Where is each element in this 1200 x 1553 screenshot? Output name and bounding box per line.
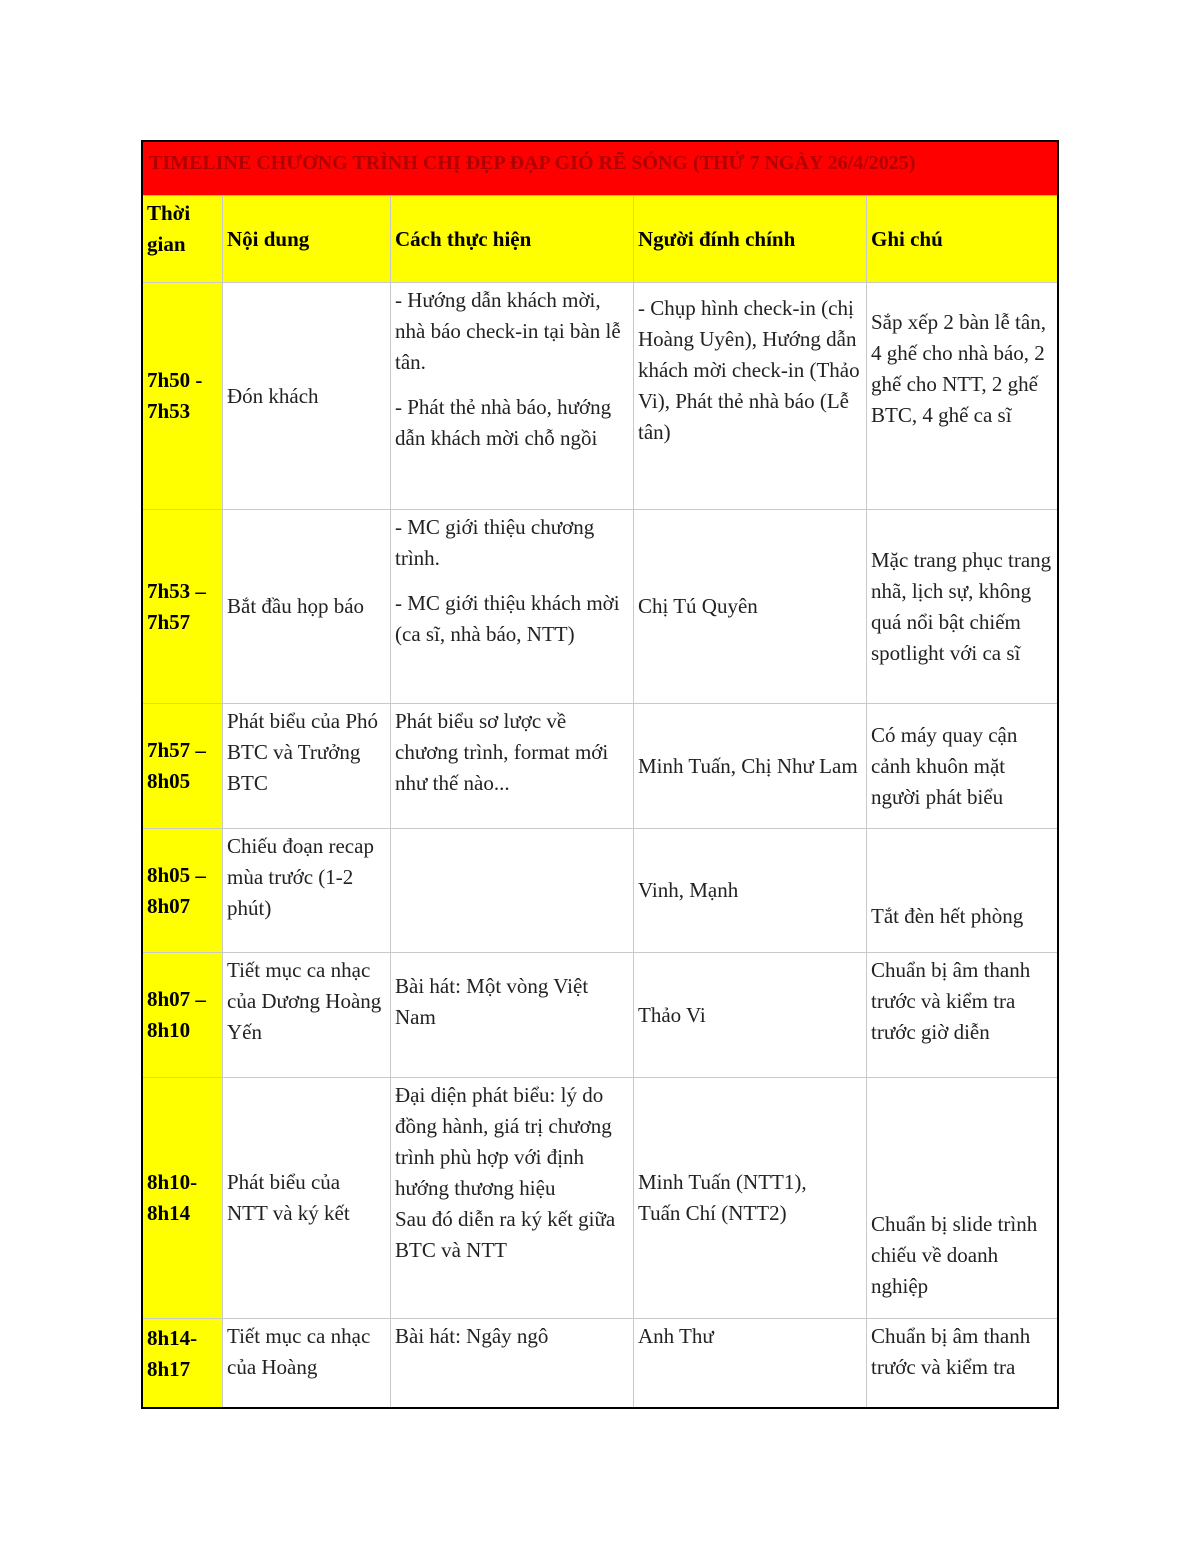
table-row	[143, 1319, 1057, 1407]
content-cell: Tiết mục ca nhạc của Dương Hoàng Yến	[223, 953, 391, 1077]
content-cell: Phát biểu của Phó BTC và Trưởng BTC	[223, 704, 391, 828]
note-cell: Chuẩn bị slide trình chiếu về doanh nghiệp	[871, 1212, 1038, 1298]
note-cell: Sắp xếp 2 bàn lễ tân, 4 ghế cho nhà báo, 2 ghế cho NTT, 2 ghế BTC, 4 ghế ca sĩ	[871, 310, 1046, 427]
person-cell: Anh Thư	[634, 1319, 867, 1407]
time-cell: 7h50 - 7h53	[143, 283, 223, 509]
time-cell: 8h10- 8h14	[143, 1078, 223, 1318]
note-cell: Có máy quay cận cảnh khuôn mặt người phát biểu	[871, 722, 1018, 809]
table-row	[143, 829, 1057, 953]
person-cell	[634, 1078, 867, 1318]
table-row	[143, 510, 1057, 704]
person-cell: Thảo Vi	[634, 953, 867, 1077]
method-cell: Bài hát: Một vòng Việt Nam	[391, 953, 634, 1077]
content-cell: Đón khách	[223, 283, 391, 509]
time-cell: 7h57 – 8h05	[143, 704, 223, 828]
note-cell: Mặc trang phục trang nhã, lịch sự, không quá nổi bật chiếm spotlight với ca sĩ	[871, 547, 1052, 665]
method-line: - Hướng dẫn khách mời, nhà báo check-in tại bàn lễ tân.	[395, 288, 621, 374]
table-row	[143, 953, 1057, 1078]
note-cell: Chuẩn bị âm thanh trước và kiểm tra trước giờ diễn	[871, 958, 1031, 1044]
method-cell	[391, 829, 634, 952]
method-cell: Bài hát: Ngây ngô	[391, 1319, 634, 1407]
header-person: Người đính chính	[634, 196, 867, 282]
time-cell: 8h05 – 8h07	[143, 829, 223, 952]
header-row	[143, 196, 1057, 283]
table-title: TIMELINE CHƯƠNG TRÌNH CHỊ ĐẸP ĐẠP GIÓ RẼ SÓNG (THỨ 7 NGÀY 26/4/2025)	[143, 142, 1057, 196]
note-cell: Tắt đèn hết phòng	[871, 904, 1024, 928]
time-cell: 7h53 – 7h57	[143, 510, 223, 703]
table-row	[143, 704, 1057, 829]
method-line: Sau đó diễn ra ký kết giữa BTC và NTT	[395, 1207, 616, 1262]
content-cell: Chiếu đoạn recap mùa trước (1-2 phút)	[223, 829, 391, 952]
header-time: Thời gian	[143, 196, 223, 282]
method-line: - Phát thẻ nhà báo, hướng dẫn khách mời chỗ ngồi	[395, 395, 612, 450]
table-row	[143, 283, 1057, 510]
time-cell: 8h14- 8h17	[143, 1319, 223, 1407]
content-cell: Tiết mục ca nhạc của Hoàng	[223, 1319, 391, 1407]
method-line: - MC giới thiệu khách mời (ca sĩ, nhà báo, NTT)	[395, 591, 620, 646]
person-line: Minh Tuấn (NTT1),	[638, 1170, 807, 1194]
method-cell	[391, 510, 634, 703]
method-line: - MC giới thiệu chương trình.	[395, 515, 595, 570]
time-cell: 8h07 – 8h10	[143, 953, 223, 1077]
table-row	[143, 1078, 1057, 1319]
note-cell: Chuẩn bị âm thanh trước và kiểm tra	[871, 1324, 1031, 1379]
person-line: Tuấn Chí (NTT2)	[638, 1201, 787, 1225]
method-cell	[391, 283, 634, 509]
method-line: Đại diện phát biểu: lý do đồng hành, giá trị chương trình phù hợp với định hướng thương hiệu	[395, 1083, 612, 1200]
method-cell	[391, 1078, 634, 1318]
content-cell: Bắt đầu họp báo	[223, 510, 391, 703]
header-method: Cách thực hiện	[391, 196, 634, 282]
person-cell: - Chụp hình check-in (chị Hoàng Uyên), Hướng dẫn khách mời check-in (Thảo Vi), Phát thẻ nhà báo (Lễ tân)	[634, 283, 867, 509]
header-note: Ghi chú	[867, 196, 1057, 282]
person-cell: Minh Tuấn, Chị Như Lam	[634, 704, 867, 828]
person-cell: Chị Tú Quyên	[634, 510, 867, 703]
header-content: Nội dung	[223, 196, 391, 282]
method-cell: Phát biểu sơ lược về chương trình, format mới như thế nào...	[391, 704, 634, 828]
timeline-table	[141, 140, 1059, 1409]
content-cell: Phát biểu của NTT và ký kết	[223, 1078, 391, 1318]
person-cell: Vinh, Mạnh	[634, 829, 867, 952]
